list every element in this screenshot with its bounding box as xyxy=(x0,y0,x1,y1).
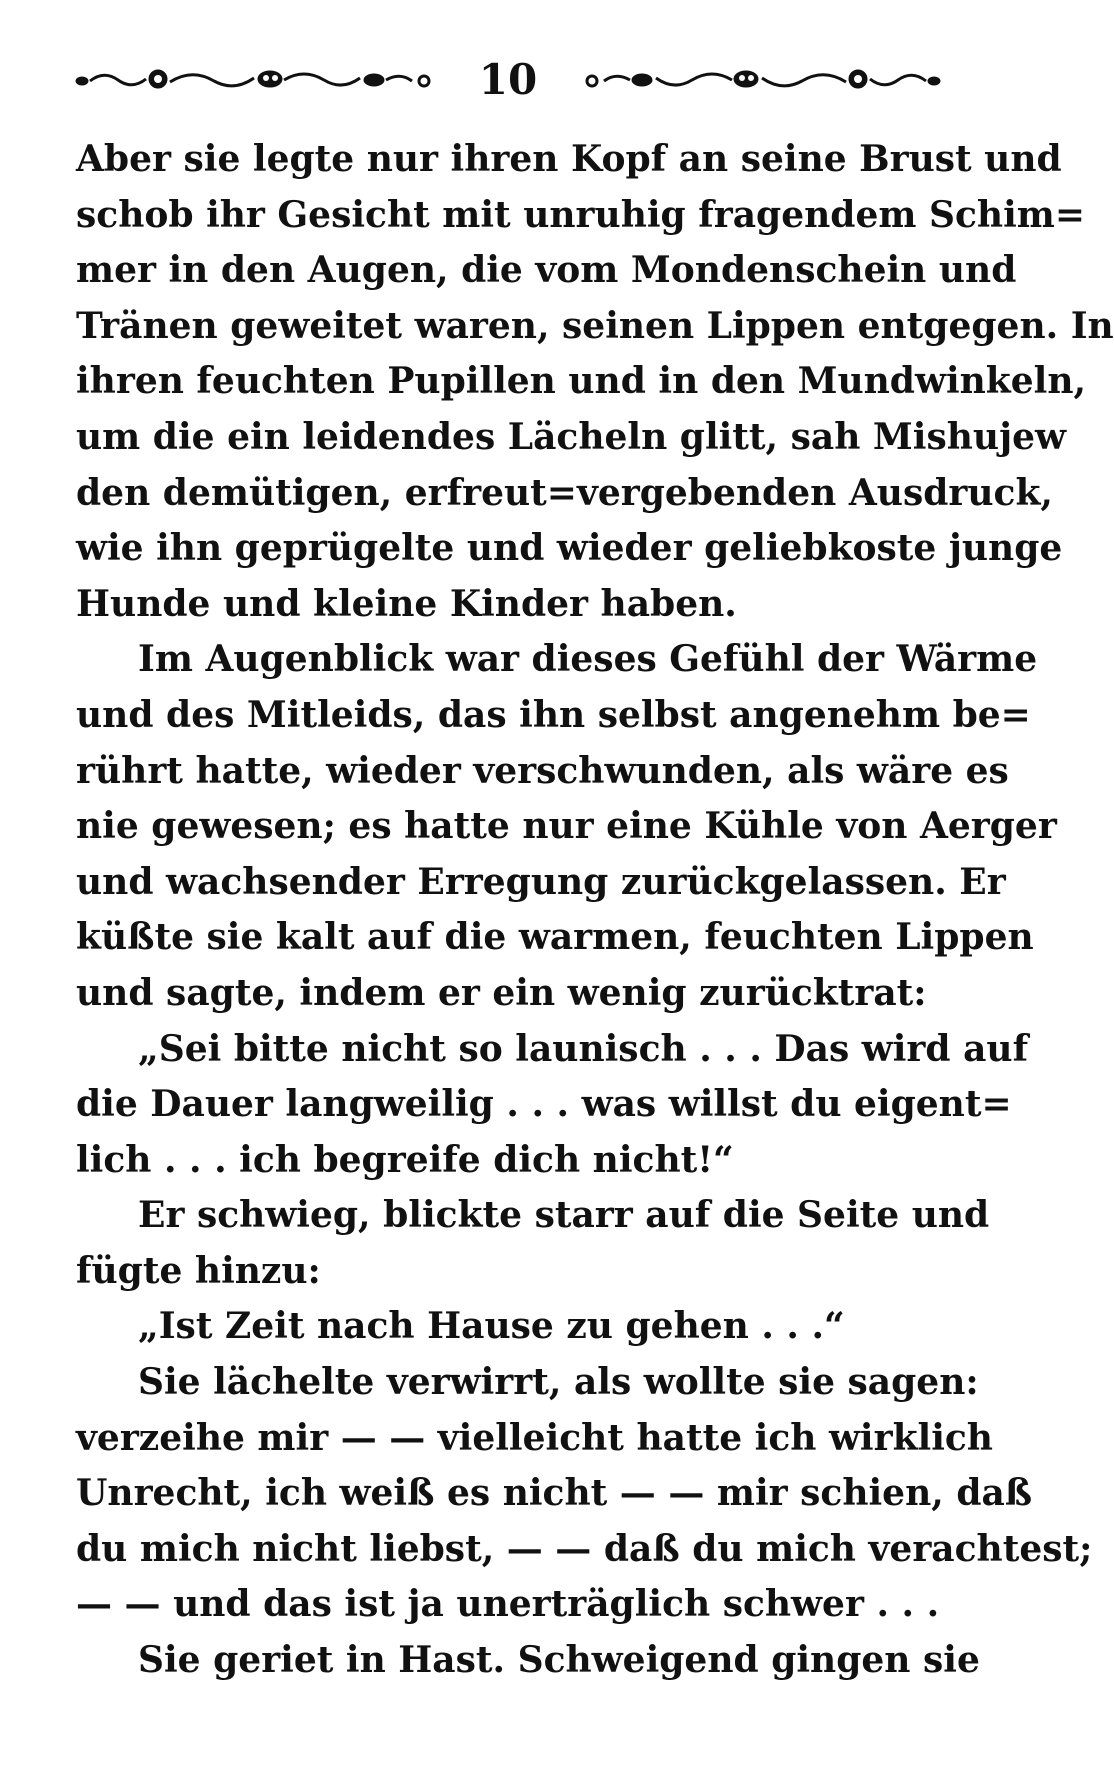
text-line: küßte sie kalt auf die warmen, feuchten Lippen xyxy=(76,916,1034,959)
text-line: verzeihe mir — — vielleicht hatte ich wirklich xyxy=(76,1416,993,1459)
text-line: „Ist Zeit nach Hause zu gehen . . .“ xyxy=(138,1305,845,1348)
text-line: den demütigen, erfreut=vergebenden Ausdruck, xyxy=(76,471,1053,514)
text-line: und sagte, indem er ein wenig zurücktrat: xyxy=(76,971,927,1014)
text-line: wie ihn geprügelte und wieder geliebkoste junge xyxy=(76,527,1063,570)
text-line: ihren feuchten Pupillen und in den Mundwinkeln, xyxy=(76,360,1087,403)
text-line: und wachsender Erregung zurückgelassen. Er xyxy=(76,860,1006,903)
text-line: Er schwieg, blickte starr auf die Seite und xyxy=(138,1194,990,1237)
page-header xyxy=(74,52,942,112)
text-line: Sie lächelte verwirrt, als wollte sie sagen: xyxy=(138,1361,979,1404)
text-line: nie gewesen; es hatte nur eine Kühle von Aerger xyxy=(76,805,1057,848)
ornament-right-icon xyxy=(582,62,942,98)
text-line: die Dauer langweilig . . . was willst du eigent= xyxy=(76,1083,1012,1126)
text-line: lich . . . ich begreife dich nicht!“ xyxy=(76,1138,734,1181)
text-line: du mich nicht liebst, — — daß du mich verachtest; xyxy=(76,1527,1093,1570)
page-number: 10 xyxy=(478,55,538,104)
text-line: fügte hinzu: xyxy=(76,1249,321,1292)
text-line: um die ein leidendes Lächeln glitt, sah Mishujew xyxy=(76,415,1066,458)
text-line: und des Mitleids, das ihn selbst angenehm be= xyxy=(76,693,1031,736)
text-line: Unrecht, ich weiß es nicht — — mir schien, daß xyxy=(76,1472,1033,1515)
text-line: rührt hatte, wieder verschwunden, als wäre es xyxy=(76,749,1009,792)
text-line: „Sei bitte nicht so launisch . . . Das wird auf xyxy=(138,1027,1029,1070)
text-line: Tränen geweitet waren, seinen Lippen entgegen. In xyxy=(76,304,1114,347)
body-text xyxy=(76,132,1114,1689)
text-line: Sie geriet in Hast. Schweigend gingen sie xyxy=(138,1639,980,1682)
text-line: Hunde und kleine Kinder haben. xyxy=(76,582,737,625)
text-line: schob ihr Gesicht mit unruhig fragendem Schim= xyxy=(76,193,1086,236)
text-line: Im Augenblick war dieses Gefühl der Wärme xyxy=(138,638,1038,681)
text-line: — — und das ist ja unerträglich schwer . . . xyxy=(76,1583,940,1626)
text-line: Aber sie legte nur ihren Kopf an seine Brust und xyxy=(76,138,1062,180)
text-line: mer in den Augen, die vom Mondenschein und xyxy=(76,249,1017,292)
